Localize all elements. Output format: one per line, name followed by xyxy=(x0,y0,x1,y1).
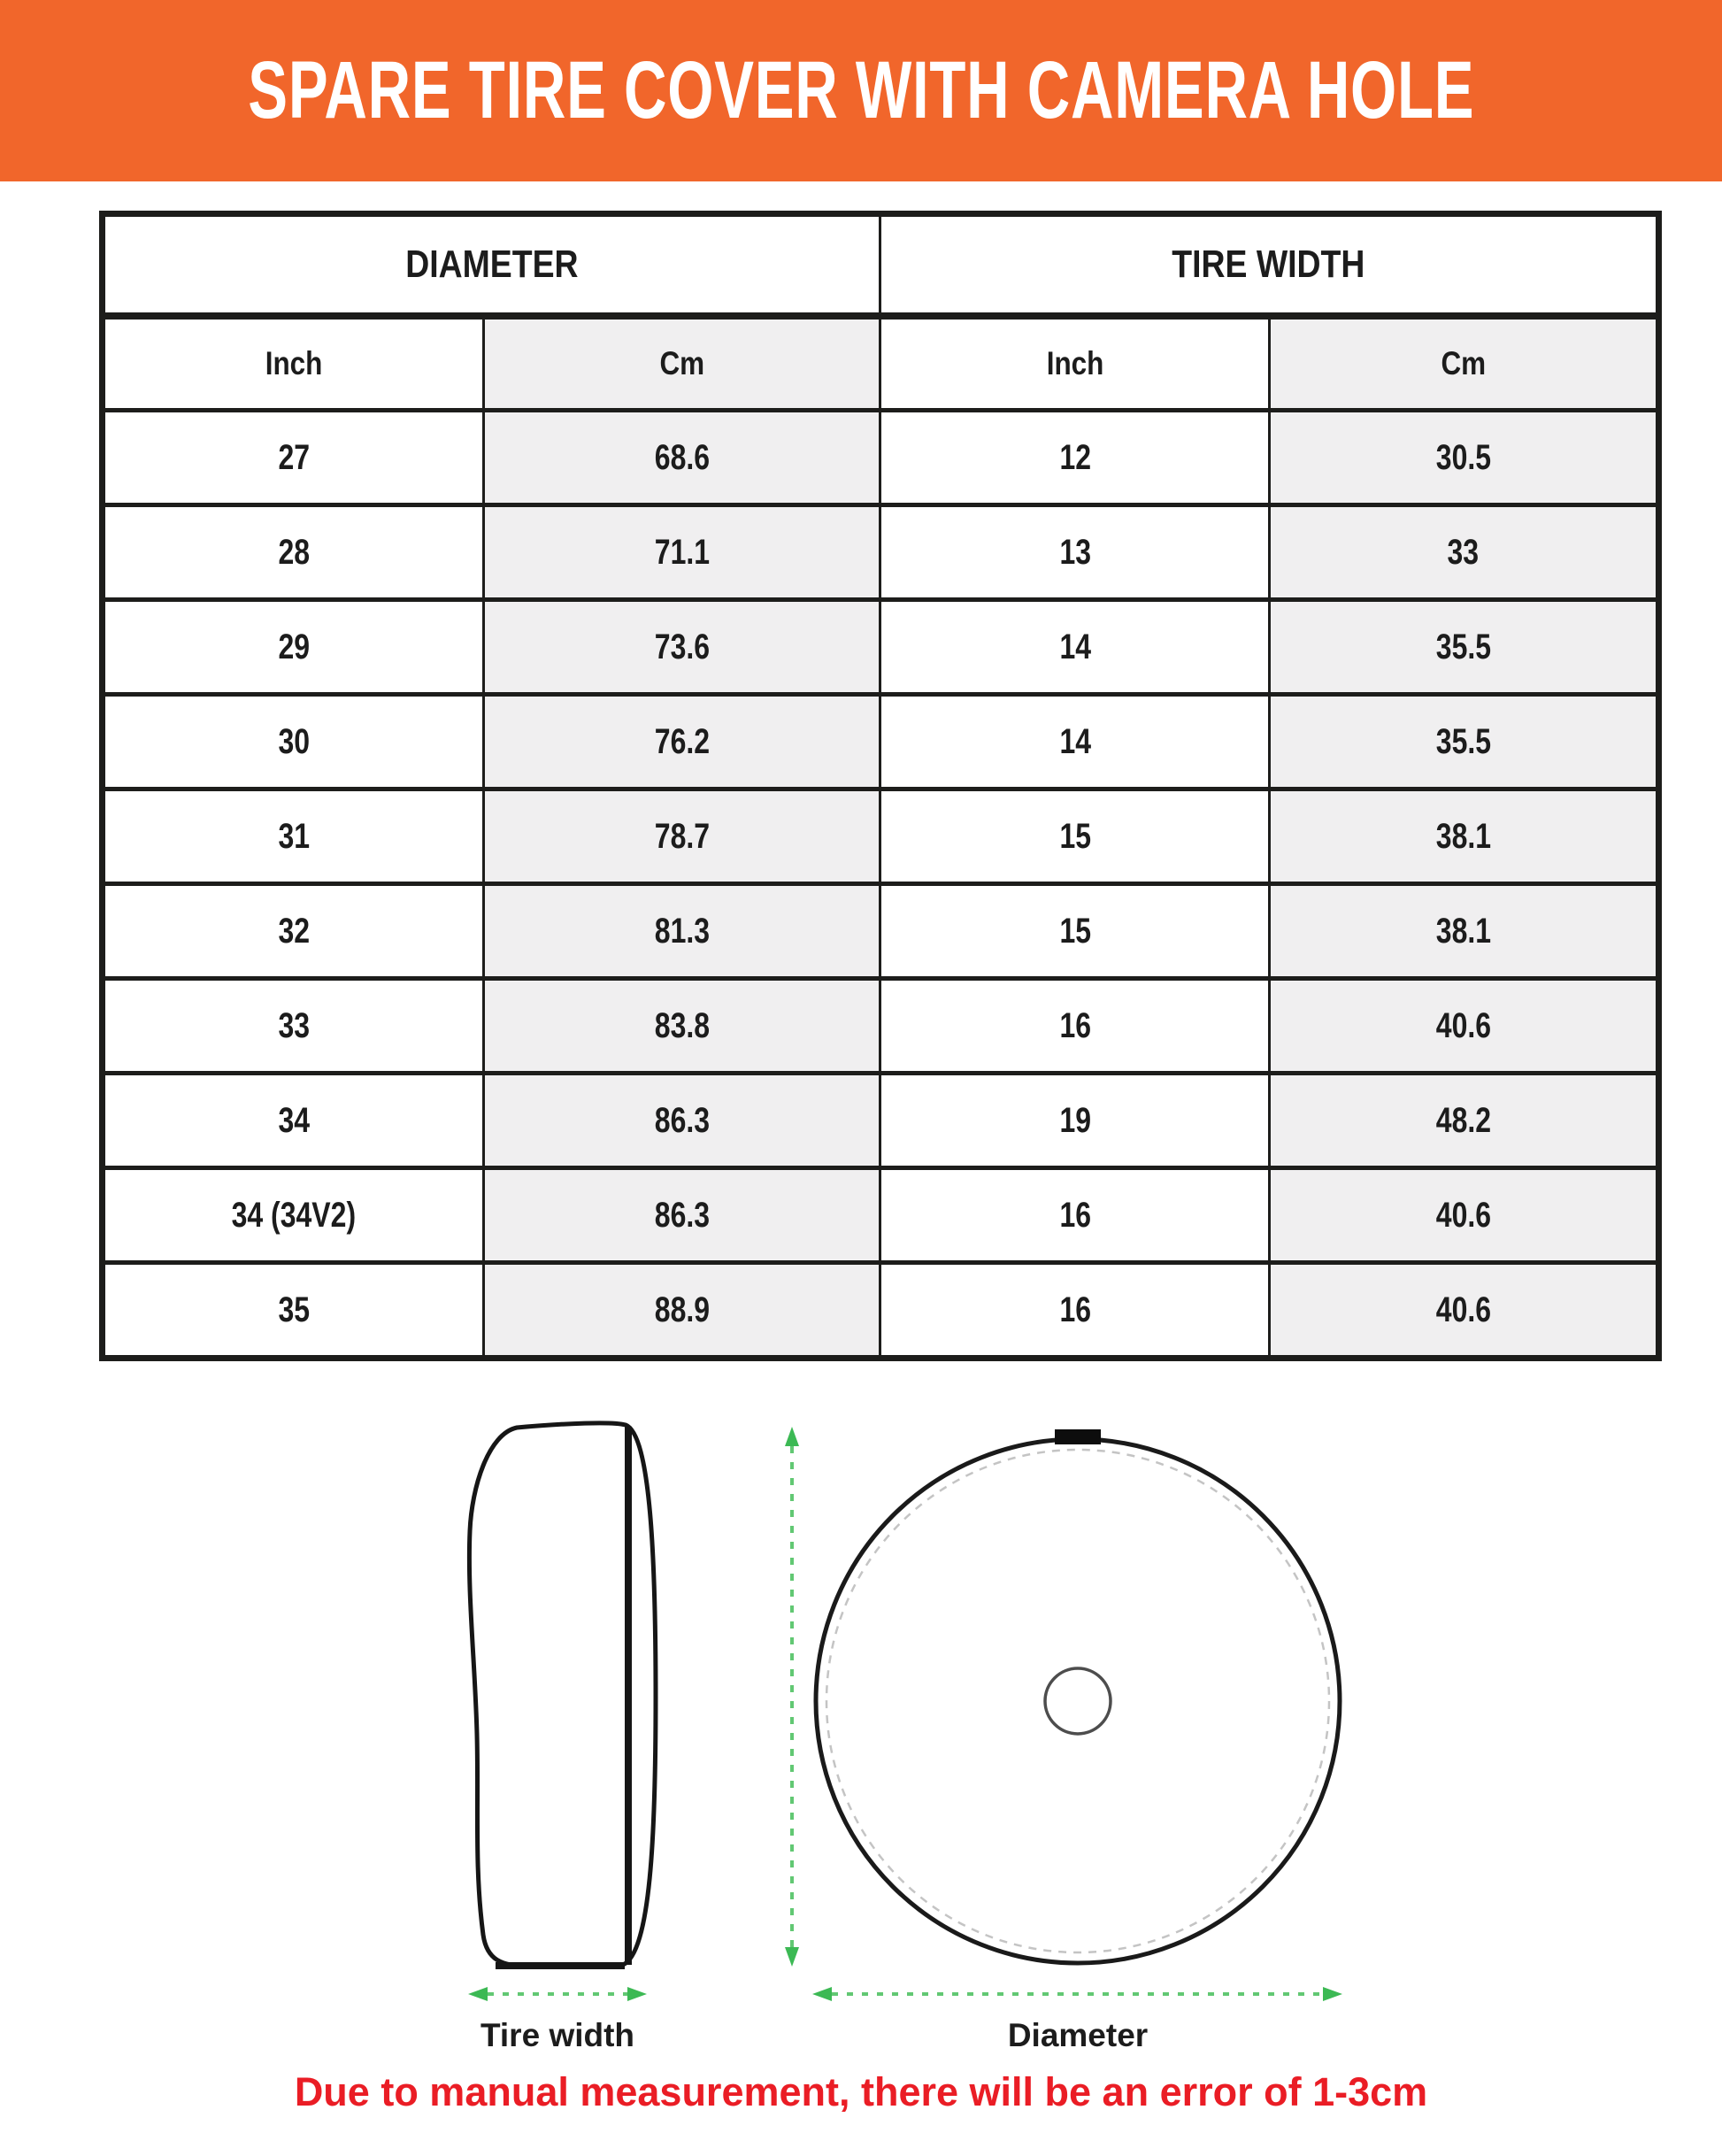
group-header-row xyxy=(103,214,1659,317)
arrowhead-down-icon xyxy=(785,1947,799,1967)
valve-tab xyxy=(1055,1429,1101,1444)
arrowhead-left-icon xyxy=(812,1987,832,2001)
table-cell: 48.2 xyxy=(1270,1074,1659,1168)
arrowhead-right-icon xyxy=(1323,1987,1342,2001)
table-cell: 33 xyxy=(1270,505,1659,600)
group-header-diameter: DIAMETER xyxy=(103,214,880,317)
arrowhead-right-icon xyxy=(627,1987,647,2001)
diameter-label: Diameter xyxy=(1007,2017,1149,2053)
vertical-measure-arrow xyxy=(785,1427,799,1967)
table-cell: 68.6 xyxy=(483,411,880,505)
tire-width-label: Tire width xyxy=(480,2017,635,2053)
table-cell: 81.3 xyxy=(483,884,880,979)
table-cell: 31 xyxy=(103,789,484,884)
table-row xyxy=(103,1263,1659,1359)
diameter-arrow xyxy=(812,1987,1342,2001)
table-cell: 86.3 xyxy=(483,1074,880,1168)
table-cell: 35.5 xyxy=(1270,600,1659,695)
group-header-tire-width: TIRE WIDTH xyxy=(880,214,1659,317)
table-cell: 34 (34V2) xyxy=(103,1168,484,1263)
table-cell: 35.5 xyxy=(1270,695,1659,789)
table-cell: 38.1 xyxy=(1270,884,1659,979)
table-cell: 12 xyxy=(880,411,1270,505)
table-cell: 83.8 xyxy=(483,979,880,1074)
table-cell: 15 xyxy=(880,789,1270,884)
table-cell: 29 xyxy=(103,600,484,695)
table-cell: 14 xyxy=(880,695,1270,789)
tire-width-arrow xyxy=(468,1987,647,2001)
table-cell: 86.3 xyxy=(483,1168,880,1263)
subheader-inch-diameter: Inch xyxy=(103,316,484,411)
table-row xyxy=(103,600,1659,695)
arrowhead-left-icon xyxy=(468,1987,488,2001)
table-cell: 19 xyxy=(880,1074,1270,1168)
table-row xyxy=(103,411,1659,505)
table-row xyxy=(103,884,1659,979)
table-cell: 30.5 xyxy=(1270,411,1659,505)
table-cell: 78.7 xyxy=(483,789,880,884)
table-cell: 34 xyxy=(103,1074,484,1168)
header-banner xyxy=(0,0,1722,181)
table-cell: 16 xyxy=(880,979,1270,1074)
table-row xyxy=(103,1074,1659,1168)
tire-side-view xyxy=(469,1423,656,1967)
table-cell: 40.6 xyxy=(1270,1168,1659,1263)
table-row xyxy=(103,789,1659,884)
subheader-inch-tire-width: Inch xyxy=(880,316,1270,411)
subheader-cm-tire-width: Cm xyxy=(1270,316,1659,411)
table-cell: 88.9 xyxy=(483,1263,880,1359)
table-cell: 73.6 xyxy=(483,600,880,695)
camera-hole-circle xyxy=(1045,1668,1111,1734)
table-cell: 13 xyxy=(880,505,1270,600)
table-cell: 32 xyxy=(103,884,484,979)
table-cell: 76.2 xyxy=(483,695,880,789)
table-cell: 40.6 xyxy=(1270,979,1659,1074)
table-cell: 16 xyxy=(880,1168,1270,1263)
table-row xyxy=(103,505,1659,600)
table-cell: 33 xyxy=(103,979,484,1074)
table-cell: 15 xyxy=(880,884,1270,979)
tire-measurement-diagram xyxy=(0,1381,1722,2062)
table-cell: 30 xyxy=(103,695,484,789)
tire-front-view xyxy=(816,1429,1340,1963)
table-cell: 35 xyxy=(103,1263,484,1359)
table-row xyxy=(103,979,1659,1074)
table-cell: 38.1 xyxy=(1270,789,1659,884)
size-chart-table xyxy=(99,211,1662,1361)
page-title: SPARE TIRE COVER WITH CAMERA HOLE xyxy=(247,45,1474,135)
table-cell: 16 xyxy=(880,1263,1270,1359)
table-cell: 28 xyxy=(103,505,484,600)
table-cell: 40.6 xyxy=(1270,1263,1659,1359)
table-cell: 14 xyxy=(880,600,1270,695)
table-cell: 71.1 xyxy=(483,505,880,600)
table-cell: 27 xyxy=(103,411,484,505)
measurement-error-note: Due to manual measurement, there will be an error of 1-3cm xyxy=(294,2069,1428,2114)
table-row xyxy=(103,695,1659,789)
table-row xyxy=(103,1168,1659,1263)
arrowhead-up-icon xyxy=(785,1427,799,1446)
subheader-cm-diameter: Cm xyxy=(483,316,880,411)
subheader-row xyxy=(103,316,1659,411)
